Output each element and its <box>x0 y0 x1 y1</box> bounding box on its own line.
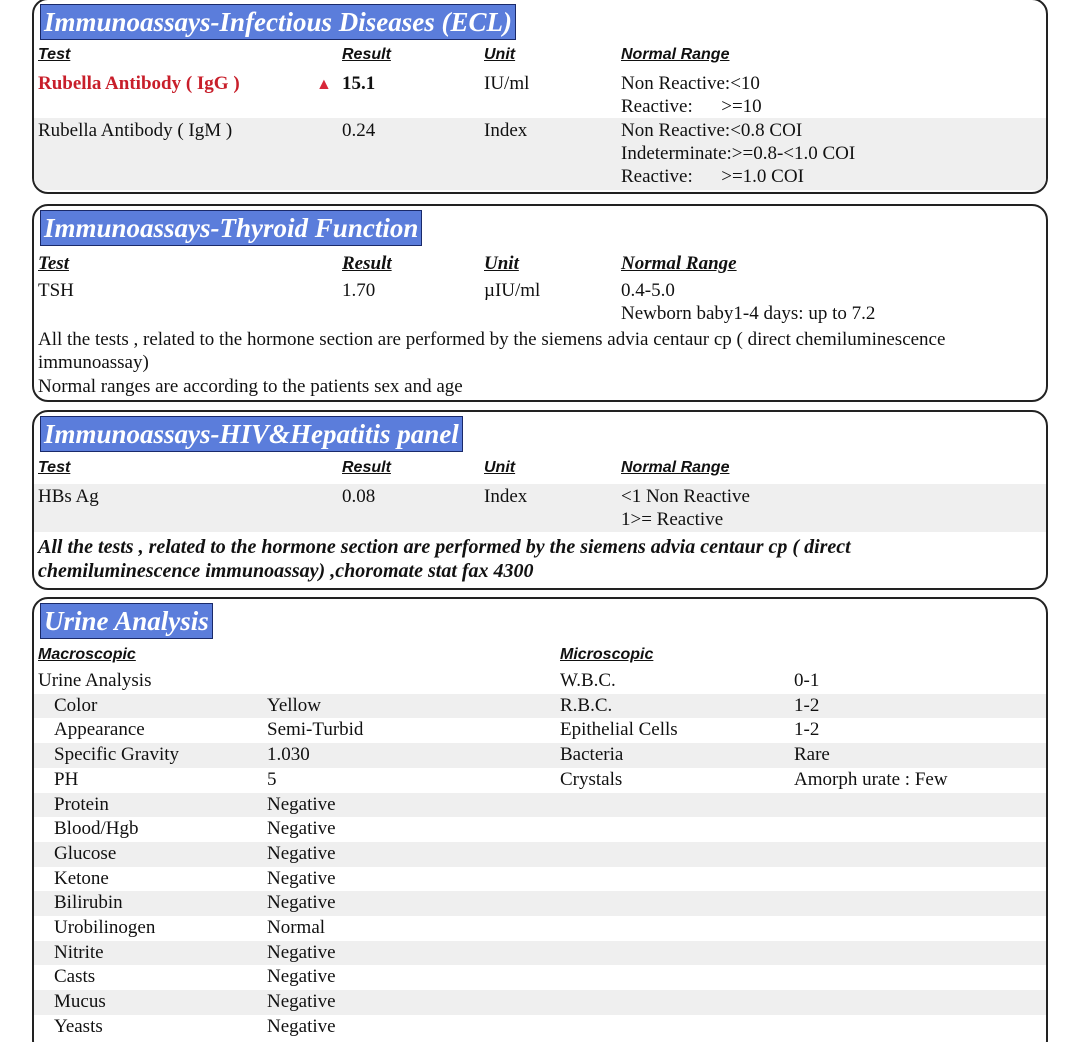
macro-test-name: Blood/Hgb <box>54 818 139 840</box>
test-unit: Index <box>484 486 528 507</box>
micro-test-value: 0-1 <box>794 670 820 691</box>
thyroid-section <box>32 204 1048 402</box>
micro-test-name: W.B.C. <box>560 670 616 691</box>
test-unit: µIU/ml <box>484 280 541 301</box>
table-row <box>34 743 1046 768</box>
header-result: Result <box>342 253 392 274</box>
table-row <box>34 990 1046 1015</box>
test-unit: IU/ml <box>484 73 530 94</box>
macro-test-name: Yeasts <box>54 1015 103 1037</box>
micro-test-value: 1-2 <box>794 694 820 716</box>
micro-test-name: Bacteria <box>560 744 624 766</box>
table-row <box>34 278 1046 326</box>
macro-test-value: Normal <box>267 917 326 938</box>
method-note: chemiluminescence immunoassay) ,choromate stat fax 4300 <box>38 560 534 582</box>
table-row <box>34 694 1046 719</box>
header-range: Normal Range <box>621 46 730 63</box>
table-row <box>34 768 1046 793</box>
table-row <box>34 484 1046 532</box>
range-line: Reactive: >=10 <box>621 96 762 117</box>
macro-test-value: Negative <box>267 892 336 914</box>
table-row <box>34 817 1046 842</box>
test-name: HBs Ag <box>38 486 99 507</box>
macro-test-name: Nitrite <box>54 941 104 963</box>
test-name: TSH <box>38 280 74 301</box>
macro-test-name: Ketone <box>54 867 109 889</box>
macro-test-value: Negative <box>267 793 336 815</box>
thyroid-title: Immunoassays-Thyroid Function <box>40 210 422 246</box>
header-range: Normal Range <box>621 459 730 476</box>
table-row <box>34 669 1046 694</box>
macro-test-name: Specific Gravity <box>54 744 180 766</box>
test-result: 1.70 <box>342 280 376 301</box>
macro-test-value: 1.030 <box>267 744 310 766</box>
micro-test-name: R.B.C. <box>560 694 613 716</box>
macro-test-value: Negative <box>267 842 336 864</box>
table-row <box>34 1015 1046 1040</box>
macro-test-name: Bilirubin <box>54 892 123 914</box>
microscopic-header: Microscopic <box>560 646 654 663</box>
table-row <box>34 70 1046 118</box>
table-row <box>34 118 1046 190</box>
macro-test-name: Casts <box>54 966 96 988</box>
hiv-section <box>32 410 1048 590</box>
table-row <box>34 867 1046 892</box>
hiv-title: Immunoassays-HIV&Hepatitis panel <box>40 416 463 452</box>
header-result: Result <box>342 459 391 476</box>
table-row <box>34 842 1046 867</box>
range-line: Non Reactive:<10 <box>621 73 760 94</box>
macro-test-name: Urobilinogen <box>54 917 156 938</box>
infectious-section <box>32 0 1048 194</box>
macro-test-value: 5 <box>267 768 277 790</box>
micro-test-value: Rare <box>794 744 830 766</box>
table-row <box>34 793 1046 818</box>
infectious-title: Immunoassays-Infectious Diseases (ECL) <box>40 4 516 40</box>
macro-test-value: Negative <box>267 818 336 840</box>
macro-test-name: Glucose <box>54 842 117 864</box>
test-result: 15.1 <box>342 73 376 94</box>
macro-test-name: Color <box>54 694 98 716</box>
macro-test-value: Negative <box>267 991 336 1013</box>
header-unit: Unit <box>484 253 519 274</box>
macro-test-value: Negative <box>267 867 336 889</box>
table-row <box>34 965 1046 990</box>
range-line: Reactive: >=1.0 COI <box>621 166 804 187</box>
method-note: All the tests , related to the hormone section are performed by the siemens advia centaur cp ( direct <box>38 536 851 558</box>
header-range: Normal Range <box>621 253 737 274</box>
test-unit: Index <box>484 120 528 141</box>
test-name: Rubella Antibody ( IgG ) <box>38 73 240 94</box>
macro-test-value: Semi-Turbid <box>267 719 364 741</box>
table-row <box>34 916 1046 941</box>
table-row <box>34 718 1046 743</box>
micro-test-name: Epithelial Cells <box>560 719 678 741</box>
macroscopic-title: Urine Analysis <box>38 670 152 691</box>
up-arrow-icon: ▲ <box>316 76 332 93</box>
macroscopic-header: Macroscopic <box>38 646 136 663</box>
range-line: Non Reactive:<0.8 COI <box>621 120 803 141</box>
urine-section <box>32 597 1048 1042</box>
test-result: 0.08 <box>342 486 376 507</box>
micro-test-name: Crystals <box>560 768 623 790</box>
macro-test-value: Yellow <box>267 694 322 716</box>
range-line: 0.4-5.0 <box>621 280 675 301</box>
range-line: Newborn baby1-4 days: up to 7.2 <box>621 303 876 324</box>
test-name: Rubella Antibody ( IgM ) <box>38 120 233 141</box>
macro-test-name: Protein <box>54 793 109 815</box>
header-test: Test <box>38 253 69 274</box>
macro-test-value: Negative <box>267 1015 336 1037</box>
method-note: All the tests , related to the hormone section are performed by the siemens advia centaur cp ( direct chemiluminescence <box>38 329 946 350</box>
micro-test-value: 1-2 <box>794 719 820 741</box>
micro-test-value: Amorph urate : Few <box>794 768 948 790</box>
header-test: Test <box>38 459 71 476</box>
macro-test-name: Mucus <box>54 991 106 1013</box>
test-result: 0.24 <box>342 120 376 141</box>
macro-test-value: Negative <box>267 941 336 963</box>
range-line: <1 Non Reactive <box>621 486 750 507</box>
table-row <box>34 941 1046 966</box>
macro-test-value: Negative <box>267 966 336 988</box>
macro-test-name: Appearance <box>54 719 145 741</box>
range-line: Indeterminate:>=0.8-<1.0 COI <box>621 143 856 164</box>
header-unit: Unit <box>484 459 516 476</box>
range-note: Normal ranges are according to the patients sex and age <box>38 376 463 397</box>
table-row <box>34 891 1046 916</box>
macro-test-name: PH <box>54 768 79 790</box>
urine-title: Urine Analysis <box>40 603 213 639</box>
method-note: immunoassay) <box>38 352 149 373</box>
header-test: Test <box>38 46 71 63</box>
header-unit: Unit <box>484 46 516 63</box>
header-result: Result <box>342 46 391 63</box>
range-line: 1>= Reactive <box>621 509 724 530</box>
